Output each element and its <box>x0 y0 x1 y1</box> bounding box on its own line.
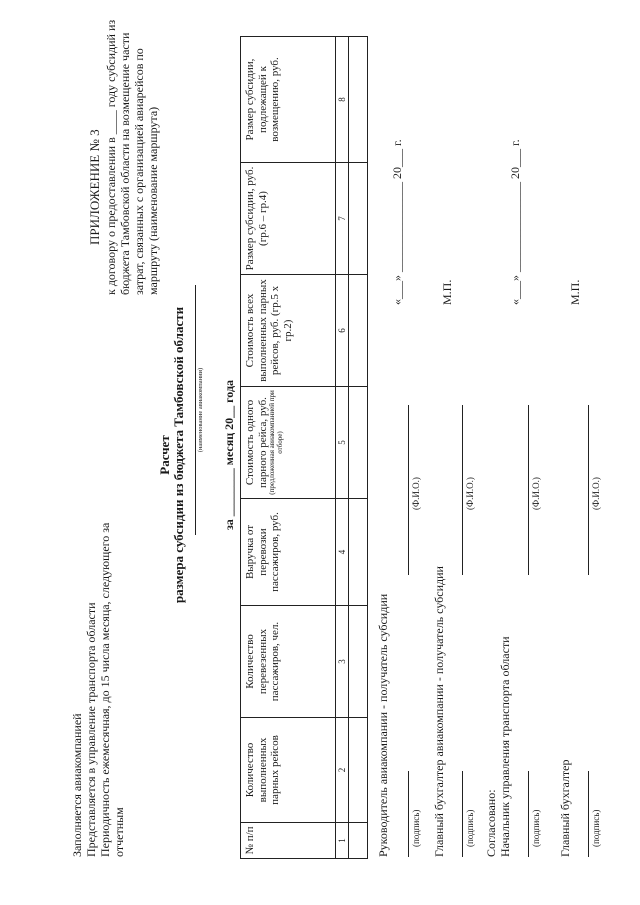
name-line <box>408 405 409 575</box>
doc-period: за ________ месяц 20__ года <box>222 379 236 531</box>
header-cell <box>241 387 336 499</box>
doc-title: Расчет <box>157 435 172 475</box>
col-number: 3 <box>336 606 349 718</box>
appendix-line-3: затрат, связанных с организацией авиарейсов по <box>132 48 146 295</box>
signature-caption: (подпись) <box>411 809 421 847</box>
signature-caption: (подпись) <box>591 809 601 847</box>
header-text: Стоимость одного парного рейса, руб. <box>244 397 269 488</box>
empty-cell <box>349 606 368 718</box>
name-caption: (Ф.И.О.) <box>591 477 601 510</box>
date-line: «___» _______________ 20___ г. <box>508 139 522 305</box>
header-note: (предложенная авиакомпанией при отборе) <box>268 390 284 495</box>
empty-cell <box>349 163 368 275</box>
signature-line <box>408 771 409 857</box>
name-caption: (Ф.И.О.) <box>531 477 541 510</box>
agreed-label: Согласовано: <box>484 789 498 857</box>
header-text: Количество выполненных парных рейсов <box>244 735 281 805</box>
stamp-mark: М.П. <box>568 279 582 305</box>
col-number: 4 <box>336 499 349 606</box>
header-cell <box>241 275 336 387</box>
org-name-caption: (наименование авиакомпании) <box>197 367 204 453</box>
accountant-label: Главный бухгалтер авиакомпании - получатель субсидии <box>432 566 446 857</box>
appendix-title: ПРИЛОЖЕНИЕ № 3 <box>87 129 102 245</box>
appendix-line-1: к договору о предоставлении в ____ году субсидий из <box>104 19 118 295</box>
doc-subtitle: размера субсидии из бюджета Тамбовской области <box>171 306 186 604</box>
head-label: Руководитель авиакомпании - получатель субсидии <box>376 593 390 857</box>
empty-cell <box>349 275 368 387</box>
header-left-line-4: отчетным <box>112 807 126 857</box>
signature-caption: (подпись) <box>465 809 475 847</box>
empty-cell <box>349 823 368 859</box>
header-cell <box>241 37 336 163</box>
header-text: Количество перевезенных пассажиров, чел. <box>244 621 281 702</box>
header-cell <box>241 718 336 823</box>
transport-head-label: Начальник управления транспорта области <box>498 636 512 857</box>
signature-line <box>588 771 589 857</box>
table-empty-row <box>349 37 368 859</box>
appendix-line-2: бюджета Тамбовской области на возмещение части <box>118 32 132 295</box>
header-cell <box>241 163 336 275</box>
col-number: 2 <box>336 718 349 823</box>
header-left-line-2: Представляется в управление транспорта области <box>84 602 98 857</box>
header-text: Стоимость всех выполненных парных рейсов, руб. (гр.5 х гр.2) <box>244 279 294 382</box>
empty-cell <box>349 718 368 823</box>
header-cell <box>241 823 336 859</box>
header-text: № п/п <box>244 826 256 855</box>
signature-line <box>462 771 463 857</box>
header-cell <box>241 606 336 718</box>
table-number-row <box>336 37 349 859</box>
signature-line <box>528 771 529 857</box>
signature-caption: (подпись) <box>531 809 541 847</box>
chief-accountant-label: Главный бухгалтер <box>558 759 572 857</box>
subsidy-table <box>240 36 368 859</box>
date-line: «___» _______________ 20___ г. <box>390 139 404 305</box>
header-cell <box>241 499 336 606</box>
empty-cell <box>349 499 368 606</box>
stamp-mark: М.П. <box>440 279 454 305</box>
appendix-line-4: маршруту (наименование маршрута) <box>146 106 160 295</box>
col-number: 1 <box>336 823 349 859</box>
table-header-row <box>241 37 336 859</box>
name-line <box>528 405 529 575</box>
header-text: Размер субсидии, подлежащей к возмещению, руб. <box>244 57 281 142</box>
col-number: 8 <box>336 37 349 163</box>
col-number: 5 <box>336 387 349 499</box>
col-number: 7 <box>336 163 349 275</box>
name-caption: (Ф.И.О.) <box>411 477 421 510</box>
name-line <box>588 405 589 575</box>
header-text: Выручка от перевозки пассажиров, руб. <box>244 512 281 592</box>
name-caption: (Ф.И.О.) <box>465 477 475 510</box>
org-name-line <box>195 285 196 535</box>
header-left-line-1: Заполняется авиакомпанией <box>70 713 84 857</box>
col-number: 6 <box>336 275 349 387</box>
header-text: Размер субсидии, руб. (гр.6 – гр.4) <box>244 166 269 271</box>
empty-cell <box>349 37 368 163</box>
empty-cell <box>349 387 368 499</box>
header-left-line-3: Периодичность ежемесячная, до 15 числа месяца, следующего за <box>98 522 112 857</box>
name-line <box>462 405 463 575</box>
